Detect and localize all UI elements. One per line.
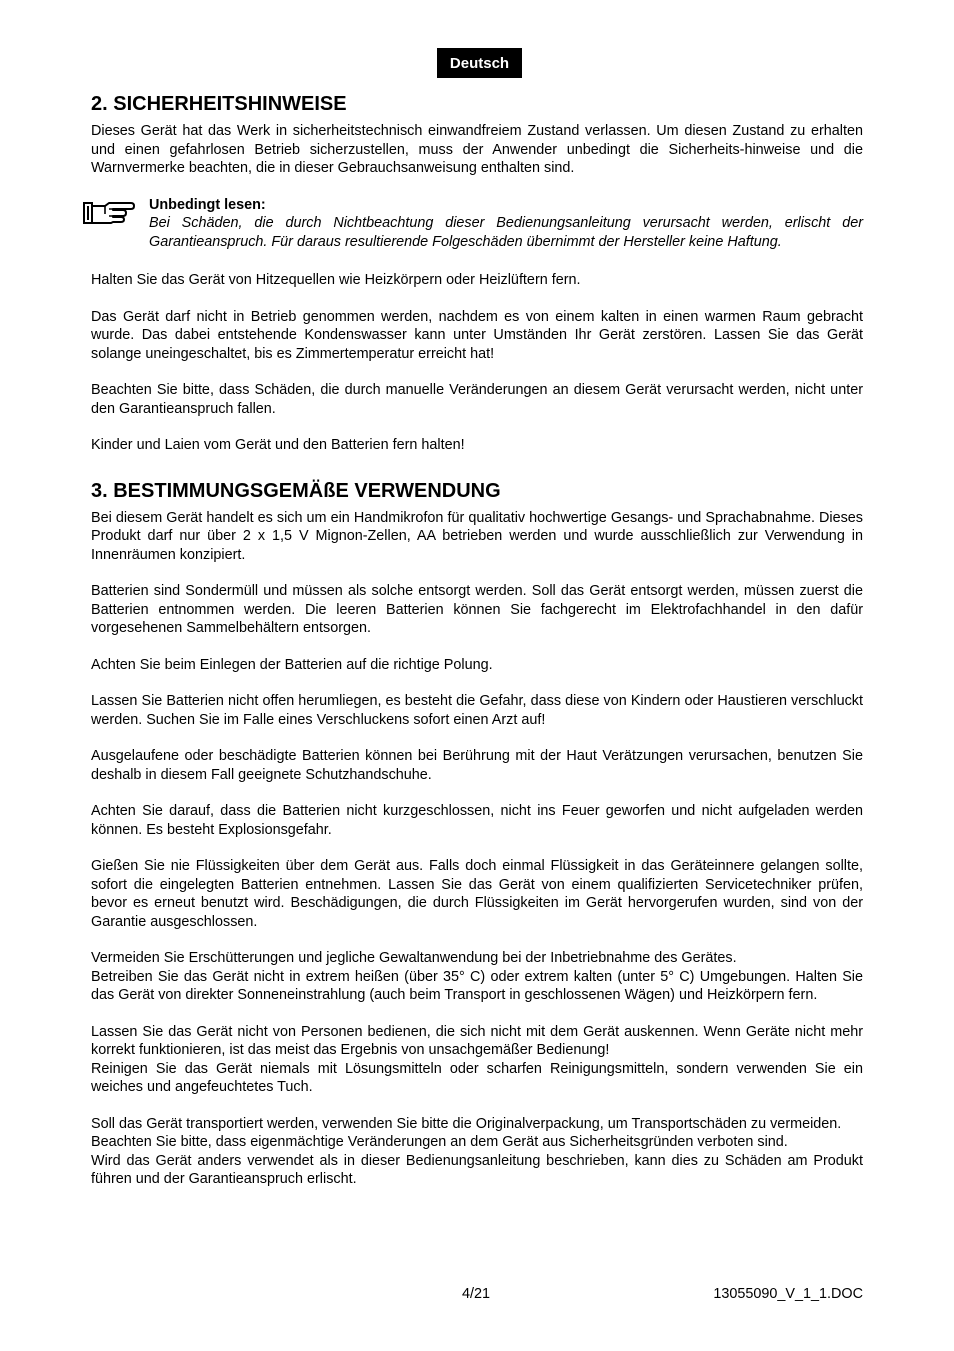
- usage-paragraph: Ausgelaufene oder beschädigte Batterien können bei Berührung mit der Haut Verätzungen verursachen, benutzen Sie deshalb in diesem Fall geeignete Schutzhandschuhe.: [91, 748, 863, 783]
- pointing-hand-icon: [83, 200, 135, 226]
- document-id: 13055090_V_1_1.DOC: [713, 1286, 863, 1302]
- usage-paragraph: Betreiben Sie das Gerät nicht in extrem heißen (über 35° C) oder extrem kalten (unter 5° C) Umgebungen. Halten Sie das Gerät von direkter Sonneneinstrahlung (auch beim Transport in geschlossenen Wägen) und Heizkörpern fern.: [91, 968, 863, 1003]
- usage-paragraph: Achten Sie darauf, dass die Batterien nicht kurzgeschlossen, nicht ins Feuer geworfen und nicht aufgeladen werden können. Es besteht Explosionsgefahr.: [91, 803, 863, 838]
- safety-paragraph: Kinder und Laien vom Gerät und den Batterien fern halten!: [91, 437, 465, 453]
- usage-paragraph: Achten Sie beim Einlegen der Batterien auf die richtige Polung.: [91, 656, 493, 673]
- usage-paragraph: Lassen Sie das Gerät nicht von Personen bedienen, die sich nicht mit dem Gerät auskennen. Wenn Geräte nicht mehr korrekt funktionieren, ist das meist das Ergebnis von unsachgemäßer Bedienung!: [91, 1023, 863, 1058]
- language-badge: Deutsch: [437, 48, 522, 78]
- section-heading-intended-use: 3. BESTIMMUNGSGEMÄßE VERWENDUNG: [91, 479, 501, 502]
- page-number: 4/21: [462, 1286, 491, 1302]
- usage-paragraph: Bei diesem Gerät handelt es sich um ein Handmikrofon für qualitativ hochwertige Gesangs- und Sprachabnahme. Dieses Produkt darf nur über 2 x 1,5 V Mignon-Zellen, AA betrieben werden und wurde ausschließlich zur Verwendung in Innenräumen konzipiert.: [91, 509, 863, 563]
- safety-paragraph: Beachten Sie bitte, dass Schäden, die durch manuelle Veränderungen an diesem Gerät verursacht werden, nicht unter den Garantieanspruch fallen.: [91, 382, 863, 417]
- safety-paragraph: Das Gerät darf nicht in Betrieb genommen werden, nachdem es von einem kalten in einen warmen Raum gebracht wurde. Das dabei entstehende Kondenswasser kann unter Umständen Ihr Gerät zerstören. Lassen Sie das Gerät solange uneingeschaltet, bis es Zimmertemperatur erreicht hat!: [91, 308, 863, 362]
- usage-paragraph: Reinigen Sie das Gerät niemals mit Lösungsmitteln oder scharfen Reinigungsmitteln, sondern verwenden Sie ein weiches und angefeuchtetes Tuch.: [91, 1060, 863, 1095]
- usage-paragraph: Gießen Sie nie Flüssigkeiten über dem Gerät aus. Falls doch einmal Flüssigkeit in das Geräteinnere gelangen sollte, sofort die eingelegten Batterien entnehmen. Lassen Sie das Gerät von einem qualifizierten Servicetechniker prüfen, bevor es erneut benutzt wird. Beschädigungen, die durch Flüssigkeiten im Gerät hervorgerufen wurden, sind von der Garantie ausgeschlossen.: [91, 858, 863, 930]
- usage-paragraph: Lassen Sie Batterien nicht offen herumliegen, es besteht die Gefahr, dass diese von Kindern oder Haustieren verschluckt werden. Suchen Sie im Falle eines Verschluckens sofort einen Arzt auf!: [91, 693, 863, 728]
- safety-paragraph: Halten Sie das Gerät von Hitzequellen wie Heizkörpern oder Heizlüftern fern.: [91, 272, 581, 288]
- section-heading-safety: 2. SICHERHEITSHINWEISE: [91, 93, 347, 115]
- usage-paragraph: Soll das Gerät transportiert werden, verwenden Sie bitte die Originalverpackung, um Transportschäden zu vermeiden.: [91, 1115, 842, 1132]
- page-content: [91, 92, 863, 1207]
- usage-paragraph: Beachten Sie bitte, dass eigenmächtige Veränderungen an dem Gerät aus Sicherheitsgründen verboten sind.: [91, 1134, 788, 1150]
- note-title: Unbedingt lesen:: [149, 196, 266, 213]
- important-note: [91, 196, 863, 252]
- usage-paragraph: Vermeiden Sie Erschütterungen und jegliche Gewaltanwendung bei der Inbetriebnahme des Gerätes.: [91, 950, 737, 966]
- safety-intro: Dieses Gerät hat das Werk in sicherheitstechnisch einwandfreiem Zustand verlassen. Um diesen Zustand zu erhalten und einen gefahrlosen Betrieb sicherzustellen, muss der Anwender unbedingt die Sicherheits-hinweise und die Warnvermerke beachten, die in dieser Gebrauchsanweisung enthalten sind.: [91, 123, 863, 176]
- usage-paragraph: Batterien sind Sondermüll und müssen als solche entsorgt werden. Soll das Gerät entsorgt werden, müssen zuerst die Batterien entnommen werden. Die leeren Batterien können Sie fachgerecht im Elektrofachhandel in den dafür vorgesehenen Sammelbehältern entsorgen.: [91, 583, 863, 636]
- note-text: Bei Schäden, die durch Nichtbeachtung dieser Bedienungsanleitung verursacht werden, erlischt der Garantieanspruch. Für daraus resultierende Folgeschäden übernimmt der Hersteller keine Haftung.: [149, 215, 863, 250]
- usage-paragraph: Wird das Gerät anders verwendet als in dieser Bedienungsanleitung beschrieben, kann dies zu Schäden am Produkt führen und der Garantieanspruch erlischt.: [91, 1152, 863, 1187]
